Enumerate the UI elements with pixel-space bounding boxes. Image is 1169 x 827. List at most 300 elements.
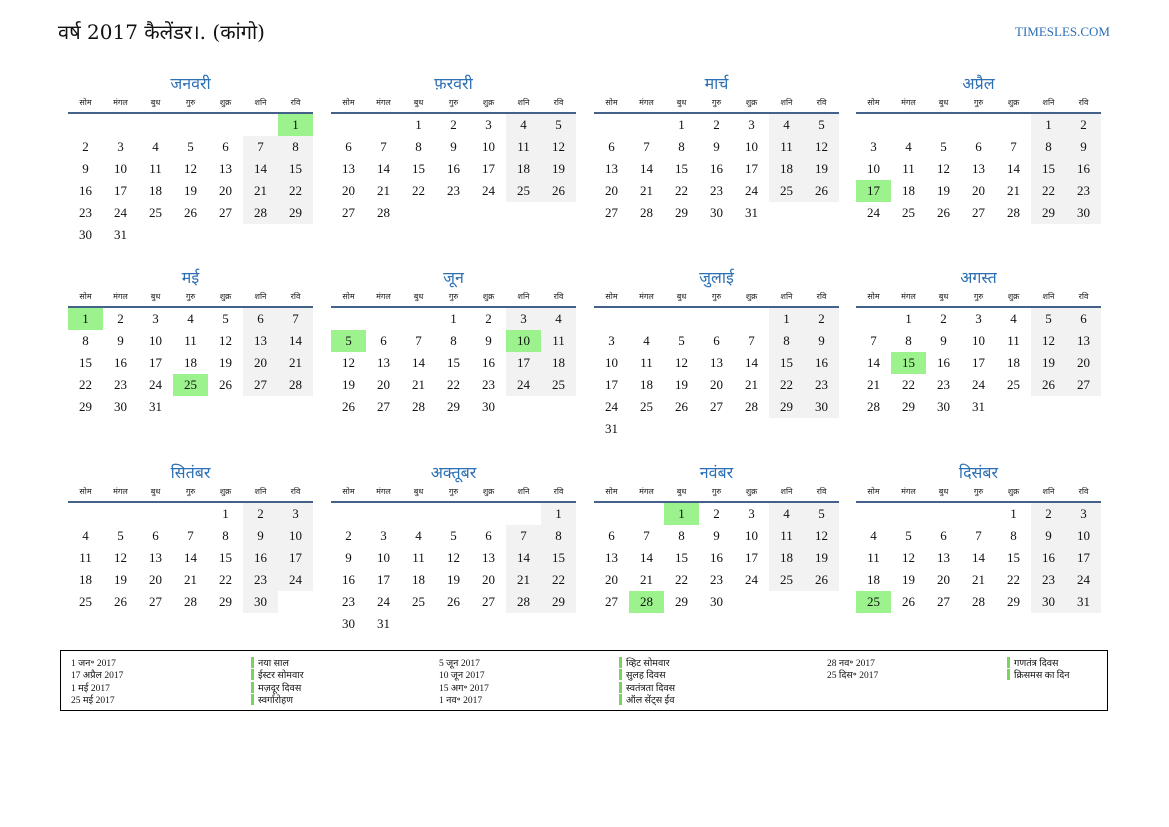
- weekday-header: [331, 290, 576, 308]
- day-cell: 15: [412, 161, 425, 176]
- month-2: [331, 72, 576, 224]
- day-cell: 4: [1010, 311, 1017, 326]
- holiday-name: क्रिसमस का दिन: [1014, 671, 1070, 682]
- day-cell: 25: [769, 180, 804, 202]
- day-cell: 9: [243, 525, 278, 547]
- day-cell: 6: [713, 333, 720, 348]
- day-cell: 31: [1066, 591, 1101, 613]
- day-cell: 26: [541, 180, 576, 202]
- day-cell: 8: [1031, 136, 1066, 158]
- weekday-label: सोम: [605, 487, 618, 496]
- empty-cell: [769, 202, 804, 224]
- day-cell: 8: [541, 525, 576, 547]
- day-cell: 8: [450, 333, 457, 348]
- day-cell: 19: [184, 183, 197, 198]
- day-cell: 20: [605, 572, 618, 587]
- day-cell: 26: [902, 594, 915, 609]
- holiday-date: 25 दिस॰ 2017: [827, 671, 879, 682]
- holiday-list: [60, 650, 1108, 711]
- day-cell: 14: [184, 550, 197, 565]
- day-cell: 19: [219, 355, 232, 370]
- day-cell: 19: [447, 572, 460, 587]
- empty-cell: [629, 114, 664, 136]
- day-cell: 7: [748, 333, 755, 348]
- day-cell: 13: [605, 161, 618, 176]
- day-cell: 3: [748, 506, 755, 521]
- month-name: नवंबर: [699, 463, 734, 482]
- day-cell: 21: [412, 377, 425, 392]
- weekday-label: बुध: [413, 487, 424, 496]
- empty-cell: [769, 591, 804, 613]
- empty-cell: [331, 114, 366, 136]
- day-cell: 2: [940, 311, 947, 326]
- day-cell: 30: [804, 396, 839, 418]
- day-cell: 21: [184, 572, 197, 587]
- empty-cell: [506, 202, 541, 224]
- day-cell: 6: [608, 528, 615, 543]
- day-cell: 21: [506, 569, 541, 591]
- empty-cell: [278, 224, 313, 246]
- day-cell: 3: [152, 311, 159, 326]
- month-6: [331, 266, 576, 418]
- day-cell: 2: [804, 308, 839, 330]
- holiday-name: व्हिट सोमवार: [626, 658, 670, 669]
- day-cell: 17: [278, 547, 313, 569]
- holiday-date: 1 जन॰ 2017: [71, 658, 116, 669]
- weekday-label: मंगल: [639, 487, 654, 496]
- week-row: [68, 114, 313, 136]
- day-cell: 10: [972, 333, 985, 348]
- day-cell: 17: [506, 352, 541, 374]
- empty-cell: [243, 396, 278, 418]
- day-cell: 9: [1031, 525, 1066, 547]
- weekday-label: शनि: [780, 292, 793, 301]
- weekday-label: शनि: [254, 292, 267, 301]
- empty-cell: [996, 114, 1031, 136]
- weekday-label: शनि: [254, 98, 267, 107]
- month-name: मार्च: [704, 74, 729, 93]
- holiday-item: [439, 669, 675, 682]
- holiday-name: सुलह दिवस: [626, 671, 666, 682]
- day-cell: 5: [678, 333, 685, 348]
- weekday-label: शुक्र: [745, 292, 758, 301]
- site-link[interactable]: TIMESLES.COM: [1015, 24, 1110, 39]
- day-cell: 23: [1031, 569, 1066, 591]
- empty-cell: [856, 308, 891, 330]
- weekday-label: शनि: [780, 98, 793, 107]
- week-row: [594, 308, 839, 330]
- day-cell: 14: [867, 355, 880, 370]
- day-cell: 8: [678, 139, 685, 154]
- month-4: [856, 72, 1101, 224]
- day-cell: 9: [1066, 136, 1101, 158]
- day-cell: 12: [447, 550, 460, 565]
- week-row: [856, 308, 1101, 330]
- day-cell: 18: [867, 572, 880, 587]
- day-cell: 20: [149, 572, 162, 587]
- empty-cell: [734, 308, 769, 330]
- empty-cell: [278, 591, 313, 613]
- day-cell: 30: [243, 591, 278, 613]
- day-cell: 24: [867, 205, 880, 220]
- day-cell: 13: [482, 550, 495, 565]
- day-cell: 5: [804, 114, 839, 136]
- weekday-header: [331, 485, 576, 503]
- weekday-label: शुक्र: [482, 487, 495, 496]
- day-cell: 8: [415, 139, 422, 154]
- empty-cell: [734, 418, 769, 440]
- weekday-label: सोम: [867, 98, 880, 107]
- day-cell: 30: [1031, 591, 1066, 613]
- week-row: [331, 180, 576, 202]
- day-cell: 1: [450, 311, 457, 326]
- day-cell: 8: [278, 136, 313, 158]
- day-cell: 28: [640, 205, 653, 220]
- weekday-label: शनि: [517, 98, 530, 107]
- empty-cell: [856, 503, 891, 525]
- day-cell: 27: [937, 594, 950, 609]
- day-cell: 18: [1007, 355, 1020, 370]
- week-row: [594, 525, 839, 547]
- holiday-marker: [619, 694, 622, 705]
- day-cell: 6: [243, 308, 278, 330]
- week-row: [594, 569, 839, 591]
- day-cell: 12: [219, 333, 232, 348]
- day-cell: 2: [713, 117, 720, 132]
- empty-cell: [471, 202, 506, 224]
- day-cell: 16: [447, 161, 460, 176]
- day-cell: 2: [1066, 114, 1101, 136]
- week-row: [856, 547, 1101, 569]
- month-name: अगस्त: [960, 268, 997, 287]
- week-row: [68, 569, 313, 591]
- day-cell: 14: [506, 547, 541, 569]
- day-cell: 29: [769, 396, 804, 418]
- weekday-label: गुरु: [185, 487, 196, 496]
- day-cell: 22: [541, 569, 576, 591]
- empty-cell: [401, 308, 436, 330]
- weekday-label: बुध: [413, 98, 424, 107]
- day-cell: 15: [675, 550, 688, 565]
- day-cell: 18: [769, 158, 804, 180]
- day-cell: 18: [412, 572, 425, 587]
- weekday-label: गुरु: [711, 487, 722, 496]
- weekday-label: गुरु: [711, 292, 722, 301]
- day-cell: 3: [1066, 503, 1101, 525]
- weekday-label: सोम: [342, 98, 355, 107]
- week-row: [856, 569, 1101, 591]
- day-cell: 3: [506, 308, 541, 330]
- day-cell: 4: [187, 311, 194, 326]
- week-row: [594, 330, 839, 352]
- holiday-marker: [619, 669, 622, 680]
- day-cell: 7: [506, 525, 541, 547]
- empty-cell: [173, 396, 208, 418]
- day-cell: 9: [117, 333, 124, 348]
- day-cell: 27: [710, 399, 723, 414]
- day-cell: 29: [1007, 594, 1020, 609]
- weekday-label: शुक्र: [745, 487, 758, 496]
- day-cell: 29: [278, 202, 313, 224]
- weekday-label: सोम: [342, 292, 355, 301]
- day-cell: 14: [640, 161, 653, 176]
- day-cell: 16: [342, 572, 355, 587]
- day-cell: 30: [114, 399, 127, 414]
- week-row: [856, 352, 1101, 374]
- week-row: [594, 418, 839, 440]
- day-cell: 28: [377, 205, 390, 220]
- day-cell: 16: [1031, 547, 1066, 569]
- day-cell: 21: [278, 352, 313, 374]
- day-cell: 12: [902, 550, 915, 565]
- weekday-header: [594, 485, 839, 503]
- week-row: [594, 374, 839, 396]
- weekday-label: शनि: [1042, 487, 1055, 496]
- empty-cell: [541, 202, 576, 224]
- day-cell: 9: [82, 161, 89, 176]
- day-cell: 15: [675, 161, 688, 176]
- day-cell: 16: [1066, 158, 1101, 180]
- empty-cell: [103, 114, 138, 136]
- empty-cell: [401, 202, 436, 224]
- day-cell: 12: [541, 136, 576, 158]
- day-cell: 21: [640, 183, 653, 198]
- month-name: अप्रैल: [962, 74, 995, 93]
- empty-cell: [664, 308, 699, 330]
- holiday-marker: [1007, 657, 1010, 668]
- weekday-label: बुध: [150, 487, 161, 496]
- weekday-label: बुध: [150, 292, 161, 301]
- weekday-label: शनि: [780, 487, 793, 496]
- day-cell: 18: [902, 183, 915, 198]
- week-row: [331, 591, 576, 613]
- day-cell: 5: [117, 528, 124, 543]
- day-cell: 17: [482, 161, 495, 176]
- weekday-label: सोम: [605, 292, 618, 301]
- week-row: [68, 202, 313, 224]
- holiday-column: [439, 656, 675, 706]
- day-cell: 23: [804, 374, 839, 396]
- weekday-label: रवि: [816, 98, 827, 107]
- page-title: वर्ष 2017 कैलेंडर।. (कांगो): [58, 20, 265, 44]
- weekday-label: मंगल: [376, 487, 391, 496]
- day-cell: 5: [1031, 308, 1066, 330]
- day-cell: 17: [745, 550, 758, 565]
- day-cell: 12: [675, 355, 688, 370]
- weekday-label: गुरु: [973, 487, 984, 496]
- weekday-label: सोम: [79, 292, 92, 301]
- holiday-marker: [251, 657, 254, 668]
- day-cell: 17: [972, 355, 985, 370]
- day-cell: 13: [342, 161, 355, 176]
- day-cell: 19: [804, 158, 839, 180]
- day-cell: 10: [278, 525, 313, 547]
- weekday-label: रवि: [553, 292, 564, 301]
- empty-cell: [594, 503, 629, 525]
- day-cell: 9: [940, 333, 947, 348]
- day-cell: 29: [675, 205, 688, 220]
- day-cell: 21: [972, 572, 985, 587]
- holiday-date: 17 अप्रैल 2017: [71, 671, 124, 682]
- day-cell: 26: [342, 399, 355, 414]
- day-cell: 11: [769, 136, 804, 158]
- weekday-header: [68, 96, 313, 114]
- week-row: [856, 180, 1101, 202]
- day-cell: 27: [219, 205, 232, 220]
- weekday-label: गुरु: [185, 292, 196, 301]
- holiday-date: 1 मई 2017: [71, 683, 110, 694]
- day-cell: 18: [506, 158, 541, 180]
- day-cell: 7: [643, 139, 650, 154]
- holiday-marker: [1007, 669, 1010, 680]
- day-cell: 2: [1031, 503, 1066, 525]
- weekday-label: बुध: [676, 487, 687, 496]
- day-cell: 22: [1031, 180, 1066, 202]
- day-cell: 23: [114, 377, 127, 392]
- day-cell: 20: [219, 183, 232, 198]
- week-row: [68, 547, 313, 569]
- day-cell: 15: [769, 352, 804, 374]
- day-cell: 31: [972, 399, 985, 414]
- empty-cell: [961, 114, 996, 136]
- day-cell: 13: [219, 161, 232, 176]
- day-cell: 5: [905, 528, 912, 543]
- day-cell: 4: [905, 139, 912, 154]
- month-3: [594, 72, 839, 224]
- empty-cell: [629, 418, 664, 440]
- day-cell: 6: [222, 139, 229, 154]
- empty-cell: [278, 396, 313, 418]
- day-cell: 11: [867, 550, 880, 565]
- month-9: [68, 461, 313, 613]
- day-cell: 16: [482, 355, 495, 370]
- day-cell: 3: [748, 117, 755, 132]
- day-cell: 16: [243, 547, 278, 569]
- day-cell: 16: [804, 352, 839, 374]
- month-name: जुलाई: [699, 268, 734, 287]
- week-row: [594, 158, 839, 180]
- day-cell: 26: [675, 399, 688, 414]
- day-cell: 14: [640, 550, 653, 565]
- holiday-date: 25 मई 2017: [71, 696, 115, 707]
- day-cell: 10: [605, 355, 618, 370]
- day-cell: 30: [79, 227, 92, 242]
- empty-cell: [594, 308, 629, 330]
- weekday-label: शुक्र: [745, 98, 758, 107]
- day-cell: 2: [82, 139, 89, 154]
- holiday-marker: [251, 682, 254, 693]
- weekday-label: मंगल: [901, 98, 916, 107]
- week-row: [594, 202, 839, 224]
- day-cell: 14: [412, 355, 425, 370]
- week-row: [331, 525, 576, 547]
- holiday-item: [71, 669, 304, 682]
- weekday-label: शनि: [517, 292, 530, 301]
- day-cell: 14: [1007, 161, 1020, 176]
- day-cell: 25: [149, 205, 162, 220]
- day-cell: 17: [149, 355, 162, 370]
- weekday-label: सोम: [342, 487, 355, 496]
- empty-cell: [594, 114, 629, 136]
- day-cell: 19: [902, 572, 915, 587]
- day-cell: 23: [937, 377, 950, 392]
- day-cell: 24: [972, 377, 985, 392]
- day-cell: 20: [482, 572, 495, 587]
- day-cell: 19: [937, 183, 950, 198]
- day-cell: 3: [608, 333, 615, 348]
- day-cell: 19: [114, 572, 127, 587]
- day-cell: 10: [1066, 525, 1101, 547]
- day-cell: 9: [450, 139, 457, 154]
- day-cell: 8: [222, 528, 229, 543]
- week-row: [68, 374, 313, 396]
- day-cell: 1: [541, 503, 576, 525]
- day-cell: 14: [278, 330, 313, 352]
- day-cell: 11: [412, 550, 425, 565]
- day-cell: 16: [79, 183, 92, 198]
- day-cell: 7: [187, 528, 194, 543]
- day-cell: 26: [447, 594, 460, 609]
- day-cell: 22: [902, 377, 915, 392]
- day-cell: 27: [377, 399, 390, 414]
- weekday-header: [331, 96, 576, 114]
- empty-cell: [103, 503, 138, 525]
- day-cell: 4: [541, 308, 576, 330]
- weekday-label: सोम: [867, 292, 880, 301]
- empty-cell: [699, 418, 734, 440]
- day-cell: 6: [1066, 308, 1101, 330]
- day-cell: 1: [905, 311, 912, 326]
- day-cell: 7: [975, 528, 982, 543]
- day-cell: 25: [640, 399, 653, 414]
- week-row: [68, 396, 313, 418]
- day-cell: 6: [152, 528, 159, 543]
- weekday-label: गुरु: [185, 98, 196, 107]
- day-cell: 15: [541, 547, 576, 569]
- day-cell: 5: [222, 311, 229, 326]
- empty-cell: [629, 308, 664, 330]
- holiday-name: स्वतंत्रता दिवस: [626, 683, 676, 694]
- day-cell: 5: [450, 528, 457, 543]
- day-cell: 8: [678, 528, 685, 543]
- day-cell: 31: [745, 205, 758, 220]
- month-7: [594, 266, 839, 440]
- day-cell: 13: [243, 330, 278, 352]
- weekday-label: गुरु: [711, 98, 722, 107]
- empty-cell: [138, 224, 173, 246]
- day-cell: 29: [219, 594, 232, 609]
- day-cell: 12: [804, 136, 839, 158]
- month-name: फ़रवरी: [434, 74, 473, 93]
- empty-cell: [401, 503, 436, 525]
- month-10: [331, 461, 576, 635]
- week-row: [594, 591, 839, 613]
- month-name: दिसंबर: [958, 463, 999, 482]
- day-cell: 14: [377, 161, 390, 176]
- weekday-label: शुक्र: [219, 292, 232, 301]
- empty-cell: [541, 396, 576, 418]
- empty-cell: [961, 503, 996, 525]
- day-cell: 20: [342, 183, 355, 198]
- holiday-name: स्वर्गारोहण: [258, 696, 294, 707]
- day-cell: 2: [450, 117, 457, 132]
- day-cell: 1: [664, 503, 699, 525]
- day-cell: 5: [541, 114, 576, 136]
- day-cell: 25: [79, 594, 92, 609]
- empty-cell: [699, 308, 734, 330]
- day-cell: 9: [485, 333, 492, 348]
- day-cell: 6: [608, 139, 615, 154]
